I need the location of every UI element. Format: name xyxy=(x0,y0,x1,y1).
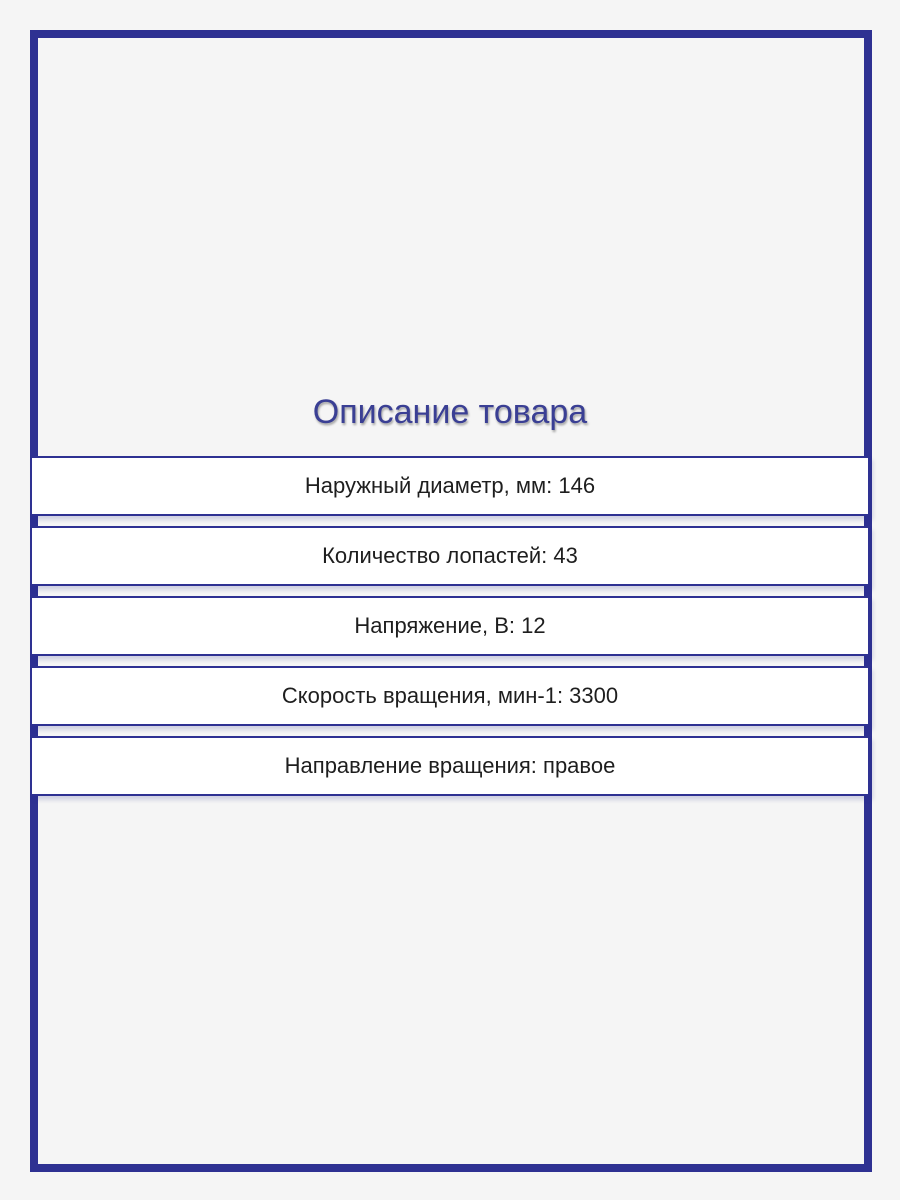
spec-text: Наружный диаметр, мм: 146 xyxy=(304,473,596,498)
spec-row-voltage xyxy=(30,596,870,656)
spec-row-outer-diameter xyxy=(30,456,870,516)
spec-row-rotation-speed xyxy=(30,666,870,726)
spec-text: Скорость вращения, мин-1: 3300 xyxy=(281,683,619,708)
spec-text: Количество лопастей: 43 xyxy=(322,543,578,568)
spec-row-blade-count xyxy=(30,526,870,586)
spec-text: Напряжение, В: 12 xyxy=(354,613,546,638)
spec-row-rotation-direction xyxy=(30,736,870,796)
spec-text: Направление вращения: правое xyxy=(284,753,616,778)
page-title: Описание товара xyxy=(312,393,588,431)
